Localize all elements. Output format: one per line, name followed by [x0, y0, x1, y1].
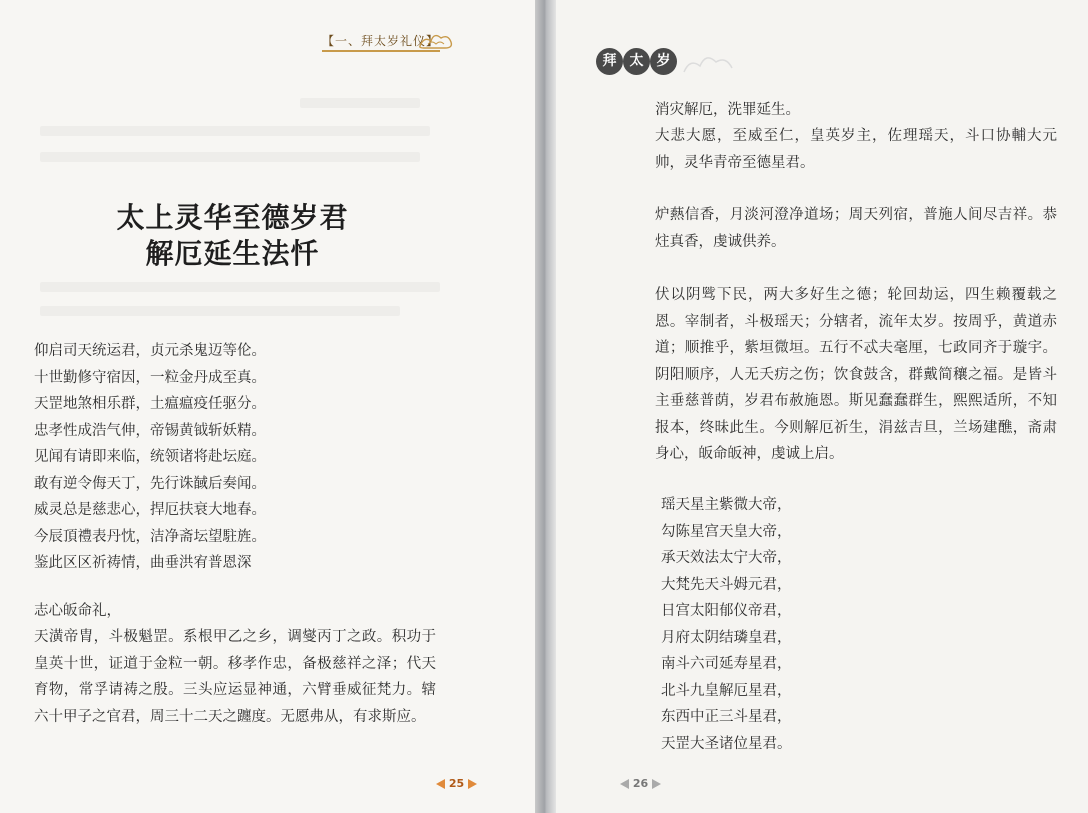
deity-line: 南斗六司延寿星君，: [661, 656, 792, 672]
deity-line: 勾陈星宫天皇大帝，: [661, 523, 792, 540]
verse-line: 天罡地煞相乐群，土瘟瘟疫任驱分。: [34, 396, 266, 412]
title-line-1: 太上灵华至德岁君: [116, 201, 349, 234]
arrow-right-icon: [468, 779, 477, 789]
page-number-text: 26: [632, 777, 649, 790]
arrow-left-icon: [436, 779, 445, 789]
arrow-left-icon: [620, 779, 629, 789]
deity-line: 日宫太阳郁仪帝君，: [661, 603, 792, 619]
left-page: [0, 0, 535, 813]
running-head: 【一、拜太岁礼仪】: [322, 34, 440, 48]
header-stamp-1: 拜: [596, 48, 623, 75]
arrow-right-icon: [652, 779, 661, 789]
verse-line: 今辰頂禮表丹忱，洁净斋坛望駐旌。: [34, 528, 266, 545]
verse-line: 敢有逆令侮天丁，先行诛馘后奏闻。: [34, 475, 266, 492]
deity-line: 天罡大圣诸位星君。: [661, 735, 792, 752]
page-number-right: [620, 777, 661, 790]
verse-line: 仰启司天统运君，贞元杀鬼迈等伦。: [34, 343, 266, 359]
verse-line: 忠孝性成浩气伸，帝锡黄钺斩妖精。: [34, 422, 266, 439]
deity-line: 月府太阴结璘皇君，: [661, 629, 792, 646]
right-paragraph-4: 伏以阴骘下民，两大多好生之德；轮回劫运，四生赖覆载之恩。宰制者，斗极瑶天；分辖者，流年太岁。按周乎，黄道赤道；顺推乎，紫垣微垣。五行不忒夫毫厘，七政同齐于璇宇。阴阳顺序，人无夭疠之伤；饮食鼓含，群戴简穰之福。是皆斗主垂慈普荫，岁君布赦施恩。斯见蠢蠢群生，熙熙适所，不知报本，终昧此生。今则解厄祈生，涓兹吉旦，兰场建醮，斋肃身心，皈命皈神，虔诚上启。: [655, 287, 1057, 462]
verse-line: 鉴此区区祈祷情，曲垂洪宥普恩深: [34, 555, 252, 571]
deity-list: [661, 492, 792, 757]
title-line-2: 解厄延生法忏: [145, 237, 320, 270]
cloud-ornament-icon: [418, 30, 454, 52]
deity-line: 北斗九皇解厄星君，: [661, 682, 792, 699]
verse-block: [34, 338, 266, 577]
verse-line: 见闻有请即来临，统领诸将赴坛庭。: [34, 449, 266, 465]
header-stamp-3: 岁: [650, 48, 677, 75]
verse-line: 十世勤修守宿因，一粒金丹成至真。: [34, 369, 266, 386]
invocation-line: 志心皈命礼，: [34, 603, 121, 619]
deity-line: 大梵先天斗姆元君，: [661, 576, 792, 593]
deity-line: 瑶天星主紫微大帝，: [661, 497, 792, 513]
verse-line: 威灵总是慈悲心，捍厄扶衰大地春。: [34, 502, 266, 518]
right-paragraph-3: 炉爇信香，月淡河澄净道场；周天列宿，普施人间尽吉祥。恭炷真香，虔诚供养。: [655, 207, 1057, 250]
praise-paragraph: 天潢帝胄，斗极魁罡。系根甲乙之乡，调燮丙丁之政。积功于皇英十世，证道于金粒一朝。移孝作忠，备极慈祥之泽；代天育物，常孚请祷之殷。三头应运显神通，六臂垂威征梵力。辖六十甲子之官君，周三十二天之躔度。无愿弗从，有求斯应。: [34, 629, 436, 725]
page-number-text: 25: [448, 777, 465, 790]
cloud-ornament-icon: [680, 42, 740, 82]
header-stamp-2: 太: [623, 48, 650, 75]
book-gutter: [535, 0, 556, 813]
deity-line: 东西中正三斗星君，: [661, 709, 792, 725]
page-number-left: [436, 777, 477, 790]
right-paragraph-2: 大悲大愿，至威至仁，皇英岁主，佐理瑶天，斗口协輔大元帅，灵华青帝至德星君。: [655, 128, 1057, 171]
deity-line: 承天效法太宁大帝，: [661, 550, 792, 566]
right-paragraph-1: 消灾解厄，洗罪延生。: [655, 102, 800, 118]
